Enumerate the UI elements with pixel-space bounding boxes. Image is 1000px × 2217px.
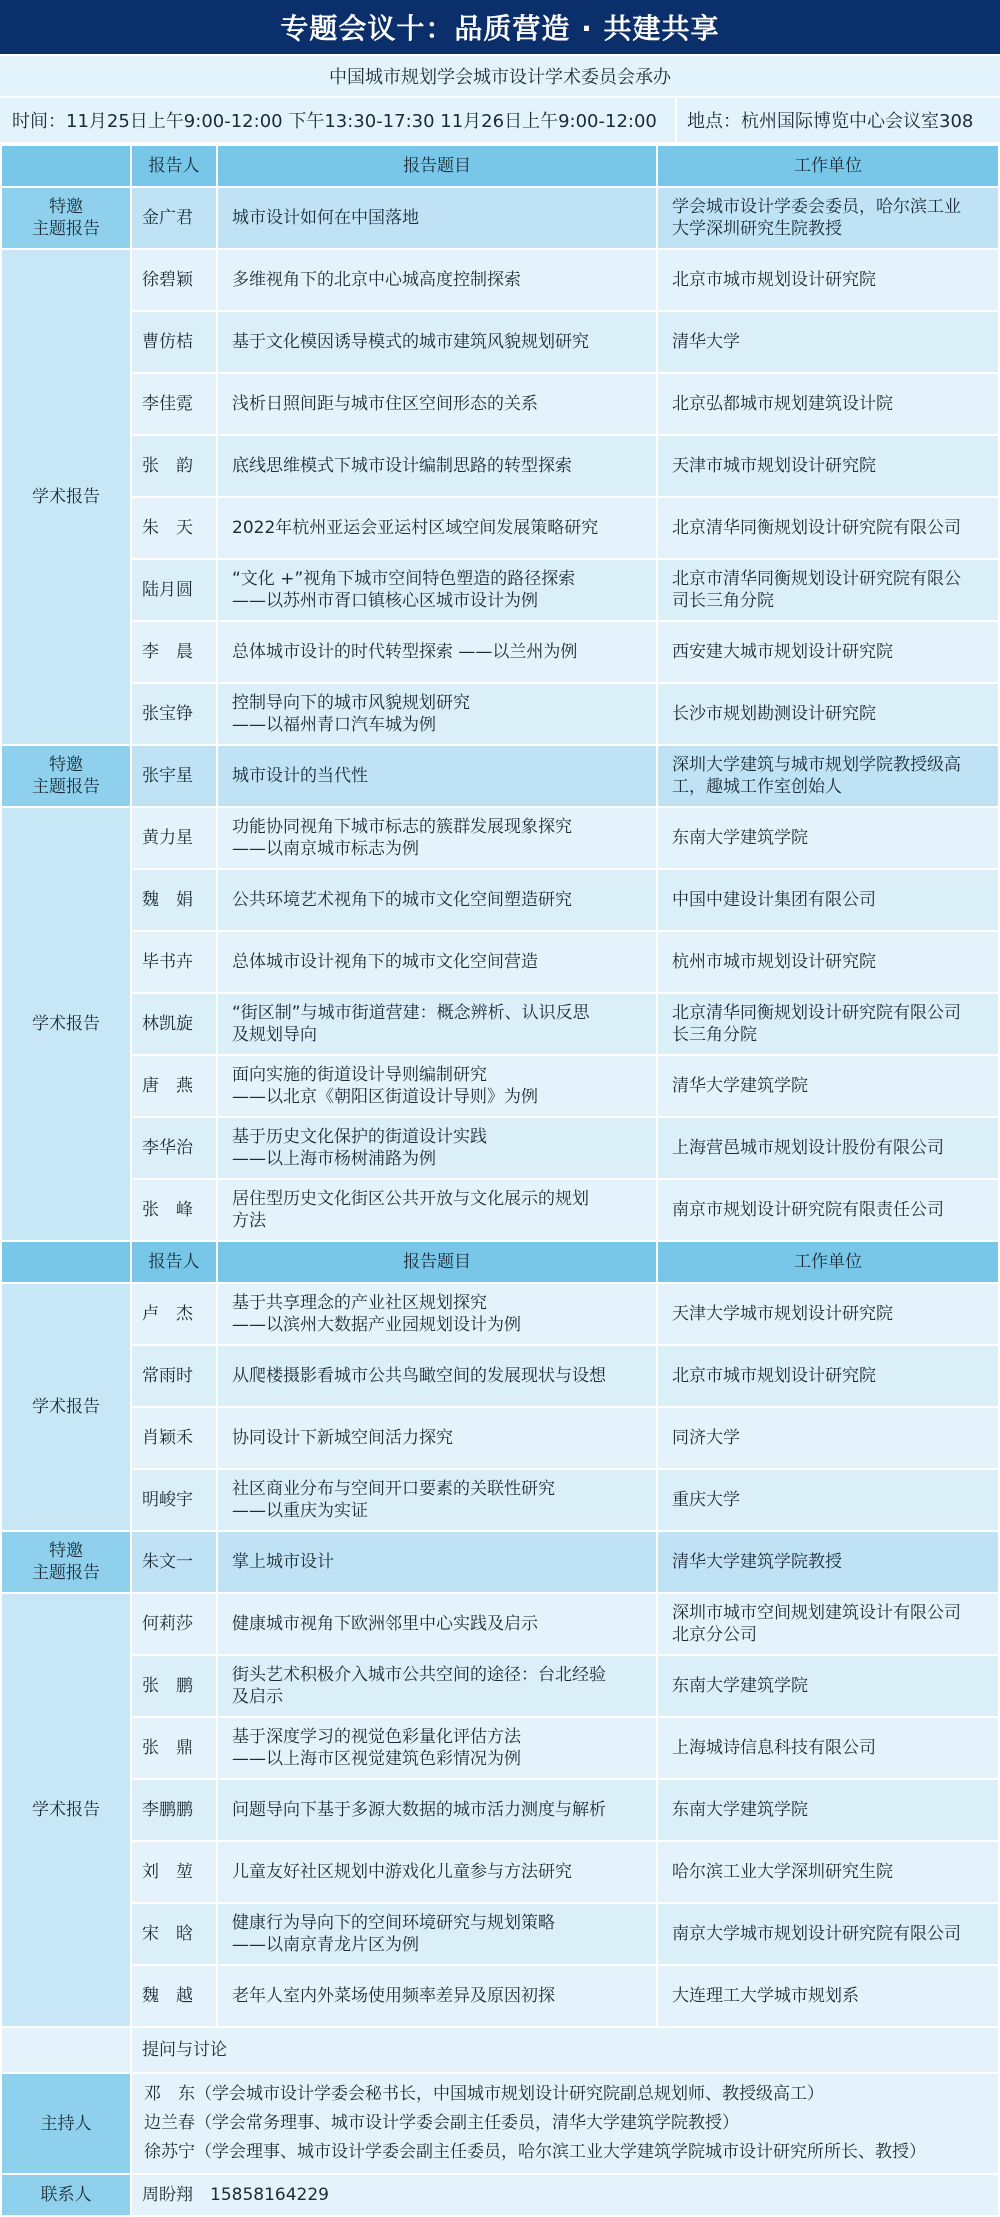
- talk-topic-line: 2022年杭州亚运会亚运村区域空间发展策略研究: [232, 518, 599, 538]
- table-row: [1, 1407, 999, 1469]
- talk-topic-line: 基于历史文化保护的街道设计实践: [232, 1127, 487, 1147]
- affiliation-line: 北京市城市规划设计研究院: [672, 270, 876, 290]
- talk-topic: [217, 1469, 657, 1531]
- affiliation: [657, 1531, 999, 1593]
- affiliation-line: 学会城市设计学委会委员，哈尔滨工业: [672, 197, 961, 217]
- affiliation: [657, 1179, 999, 1241]
- category-invited: [1, 745, 131, 807]
- speaker-name: 朱 天: [131, 497, 217, 559]
- affiliation-line: 东南大学建筑学院: [672, 828, 808, 848]
- talk-topic-line: 协同设计下新城空间活力探究: [232, 1428, 453, 1448]
- category-invited: [1, 1531, 131, 1593]
- category-invited: [1, 187, 131, 249]
- table-row: [1, 1283, 999, 1345]
- talk-topic: [217, 1903, 657, 1965]
- talk-topic: [217, 807, 657, 869]
- speaker-name: 何莉莎: [131, 1593, 217, 1655]
- talk-topic-line: ——以福州青口汽车城为例: [232, 715, 436, 735]
- affiliation: [657, 1965, 999, 2027]
- affiliation: [657, 1779, 999, 1841]
- table-row: [1, 1055, 999, 1117]
- affiliation: [657, 249, 999, 311]
- affiliation-line: 北京分公司: [672, 1625, 757, 1645]
- page-title: 专题会议十：品质营造 · 共建共享: [0, 0, 1000, 56]
- affiliation: [657, 1407, 999, 1469]
- talk-topic-line: ——以南京城市标志为例: [232, 839, 419, 859]
- speaker-name: 徐碧颖: [131, 249, 217, 311]
- affiliation-line: 北京市清华同衡规划设计研究院有限公: [672, 569, 961, 589]
- speaker-name: 李华治: [131, 1117, 217, 1179]
- affiliation: [657, 993, 999, 1055]
- talk-topic: [217, 1593, 657, 1655]
- talk-topic-line: 方法: [232, 1211, 266, 1231]
- affiliation-line: 南京大学城市规划设计研究院有限公司: [672, 1924, 961, 1944]
- speaker-name: 魏 娟: [131, 869, 217, 931]
- talk-topic-line: 基于文化模因诱导模式的城市建筑风貌规划研究: [232, 332, 589, 352]
- talk-topic: [217, 1407, 657, 1469]
- talk-topic-line: ——以重庆为实证: [232, 1501, 368, 1521]
- header-speaker: 报告人: [131, 1241, 217, 1283]
- speaker-name: 李 晨: [131, 621, 217, 683]
- talk-topic: [217, 1531, 657, 1593]
- affiliation: [657, 559, 999, 621]
- affiliation-line: 长沙市规划勘测设计研究院: [672, 704, 876, 724]
- affiliation-line: 深圳大学建筑与城市规划学院教授级高: [672, 755, 961, 775]
- table-row: [1, 311, 999, 373]
- header-unit: 工作单位: [657, 1241, 999, 1283]
- talk-topic-line: 浅析日照间距与城市住区空间形态的关系: [232, 394, 538, 414]
- talk-topic: [217, 249, 657, 311]
- table-row: [1, 249, 999, 311]
- affiliation-line: 同济大学: [672, 1428, 740, 1448]
- table-row: [1, 559, 999, 621]
- talk-topic-line: 问题导向下基于多源大数据的城市活力测度与解析: [232, 1800, 606, 1820]
- talk-topic-line: 老年人室内外菜场使用频率差异及原因初探: [232, 1986, 555, 2006]
- affiliation-line: 长三角分院: [672, 1025, 757, 1045]
- talk-topic: [217, 1055, 657, 1117]
- talk-topic: [217, 745, 657, 807]
- affiliation-line: 东南大学建筑学院: [672, 1676, 808, 1696]
- host-entry: 邓 东（学会城市设计学委会秘书长，中国城市规划设计研究院副总规划师、教授级高工）: [144, 2084, 824, 2104]
- table-row: [1, 1903, 999, 1965]
- affiliation: [657, 1841, 999, 1903]
- table-row: [1, 1655, 999, 1717]
- table-header-row: [1, 1241, 999, 1283]
- talk-topic-line: 及规划导向: [232, 1025, 317, 1045]
- talk-topic: [217, 1841, 657, 1903]
- talk-topic-line: 基于共享理念的产业社区规划探究: [232, 1293, 487, 1313]
- affiliation-line: 上海营邑城市规划设计股份有限公司: [672, 1138, 944, 1158]
- info-bar: [0, 98, 1000, 144]
- table-row: [1, 1841, 999, 1903]
- talk-topic: [217, 187, 657, 249]
- talk-topic-line: 基于深度学习的视觉色彩量化评估方法: [232, 1727, 521, 1747]
- speaker-name: 张 韵: [131, 435, 217, 497]
- affiliation: [657, 373, 999, 435]
- affiliation: [657, 745, 999, 807]
- talk-topic-line: 从爬楼摄影看城市公共鸟瞰空间的发展现状与设想: [232, 1366, 606, 1386]
- header-speaker: 报告人: [131, 145, 217, 187]
- affiliation: [657, 1345, 999, 1407]
- time-text: 时间：11月25日上午9:00-12:00 下午13:30-17:30 11月26日上午9:00-12:00: [0, 98, 677, 142]
- affiliation: [657, 869, 999, 931]
- talk-topic-line: ——以苏州市胥口镇核心区城市设计为例: [232, 591, 538, 611]
- talk-topic: [217, 993, 657, 1055]
- table-row: [1, 869, 999, 931]
- talk-topic: [217, 1965, 657, 2027]
- discussion-row: [1, 2027, 999, 2073]
- discussion-category: [1, 2027, 131, 2073]
- category-line: 特邀: [49, 1541, 83, 1561]
- speaker-name: 张宝铮: [131, 683, 217, 745]
- affiliation: [657, 497, 999, 559]
- header-topic: 报告题目: [217, 145, 657, 187]
- invited-talk-row: [1, 745, 999, 807]
- talk-topic: [217, 1779, 657, 1841]
- talk-topic-line: 街头艺术积极介入城市公共空间的途径：台北经验: [232, 1665, 606, 1685]
- affiliation: [657, 931, 999, 993]
- talk-topic-line: 总体城市设计视角下的城市文化空间营造: [232, 952, 538, 972]
- talk-topic-line: 健康行为导向下的空间环境研究与规划策略: [232, 1913, 555, 1933]
- affiliation-line: 清华大学建筑学院: [672, 1076, 808, 1096]
- category-line: 主题报告: [32, 777, 100, 797]
- category-academic: 学术报告: [1, 249, 131, 745]
- speaker-name: 陆月圆: [131, 559, 217, 621]
- table-row: [1, 435, 999, 497]
- category-line: 特邀: [49, 755, 83, 775]
- table-row: [1, 993, 999, 1055]
- affiliation-line: 北京市城市规划设计研究院: [672, 1366, 876, 1386]
- table-row: [1, 1469, 999, 1531]
- affiliation-line: 深圳市城市空间规划建筑设计有限公司: [672, 1603, 961, 1623]
- affiliation: [657, 1593, 999, 1655]
- talk-topic: [217, 931, 657, 993]
- speaker-name: 林凯旋: [131, 993, 217, 1055]
- table-row: [1, 1179, 999, 1241]
- hosts-row: [1, 2073, 999, 2174]
- talk-topic: [217, 1655, 657, 1717]
- affiliation-line: 北京清华同衡规划设计研究院有限公司: [672, 518, 961, 538]
- affiliation-line: 南京市规划设计研究院有限责任公司: [672, 1200, 944, 1220]
- host-entry: 边兰春（学会常务理事、城市设计学委会副主任委员，清华大学建筑学院教授）: [144, 2113, 739, 2133]
- talk-topic-line: “街区制”与城市街道营建：概念辨析、认识反思: [232, 1003, 590, 1023]
- table-row: [1, 683, 999, 745]
- speaker-name: 金广君: [131, 187, 217, 249]
- talk-topic-line: 儿童友好社区规划中游戏化儿童参与方法研究: [232, 1862, 572, 1882]
- table-row: [1, 1965, 999, 2027]
- speaker-name: 李佳霓: [131, 373, 217, 435]
- speaker-name: 朱文一: [131, 1531, 217, 1593]
- affiliation: [657, 435, 999, 497]
- organizer-text: 中国城市规划学会城市设计学术委员会承办: [0, 56, 1000, 98]
- talk-topic-line: 面向实施的街道设计导则编制研究: [232, 1065, 487, 1085]
- affiliation-line: 上海城诗信息科技有限公司: [672, 1738, 876, 1758]
- talk-topic: [217, 1345, 657, 1407]
- speaker-name: 曹仿桔: [131, 311, 217, 373]
- speaker-name: 卢 杰: [131, 1283, 217, 1345]
- affiliation-line: 大连理工大学城市规划系: [672, 1986, 859, 2006]
- talk-topic: [217, 311, 657, 373]
- talk-topic: [217, 1717, 657, 1779]
- talk-topic-line: 底线思维模式下城市设计编制思路的转型探索: [232, 456, 572, 476]
- talk-topic-line: ——以滨州大数据产业园规划设计为例: [232, 1315, 521, 1335]
- talk-topic: [217, 559, 657, 621]
- talk-topic-line: 城市设计如何在中国落地: [232, 208, 419, 228]
- talk-topic: [217, 373, 657, 435]
- affiliation: [657, 1117, 999, 1179]
- affiliation: [657, 311, 999, 373]
- affiliation: [657, 621, 999, 683]
- contact-label: 联系人: [1, 2174, 131, 2216]
- category-line: 主题报告: [32, 1563, 100, 1583]
- talk-topic-line: 及启示: [232, 1687, 283, 1707]
- affiliation-line: 西安建大城市规划设计研究院: [672, 642, 893, 662]
- table-row: [1, 1717, 999, 1779]
- talk-topic: [217, 1283, 657, 1345]
- talk-topic: [217, 1179, 657, 1241]
- talk-topic-line: 多维视角下的北京中心城高度控制探索: [232, 270, 521, 290]
- talk-topic: [217, 497, 657, 559]
- talk-topic-line: ——以上海市区视觉建筑色彩情况为例: [232, 1749, 521, 1769]
- speaker-name: 张 鼎: [131, 1717, 217, 1779]
- speaker-name: 张 鹏: [131, 1655, 217, 1717]
- talk-topic-line: 总体城市设计的时代转型探索 ——以兰州为例: [232, 642, 578, 662]
- affiliation-line: 清华大学: [672, 332, 740, 352]
- talk-topic-line: ——以北京《朝阳区街道设计导则》为例: [232, 1087, 538, 1107]
- affiliation: [657, 1283, 999, 1345]
- header-unit: 工作单位: [657, 145, 999, 187]
- category-line: 特邀: [49, 197, 83, 217]
- talk-topic-line: 社区商业分布与空间开口要素的关联性研究: [232, 1479, 555, 1499]
- talk-topic: [217, 1117, 657, 1179]
- talk-topic-line: “文化 +”视角下城市空间特色塑造的路径探索: [232, 569, 576, 589]
- affiliation-line: 司长三角分院: [672, 591, 774, 611]
- category-academic: 学术报告: [1, 1283, 131, 1531]
- table-row: [1, 1593, 999, 1655]
- table-row: [1, 373, 999, 435]
- table-row: [1, 497, 999, 559]
- hosts-label: 主持人: [1, 2073, 131, 2174]
- speaker-name: 肖颖禾: [131, 1407, 217, 1469]
- location-text: 地点：杭州国际博览中心会议室308: [687, 111, 974, 132]
- header-topic: 报告题目: [217, 1241, 657, 1283]
- affiliation-line: 工，趣城工作室创始人: [672, 777, 842, 797]
- affiliation: [657, 1469, 999, 1531]
- speaker-name: 常雨时: [131, 1345, 217, 1407]
- speaker-name: 魏 越: [131, 1965, 217, 2027]
- speaker-name: 张 峰: [131, 1179, 217, 1241]
- talk-topic-line: 公共环境艺术视角下的城市文化空间塑造研究: [232, 890, 572, 910]
- category-line: 主题报告: [32, 219, 100, 239]
- category-academic: 学术报告: [1, 807, 131, 1241]
- speaker-name: 明峻宇: [131, 1469, 217, 1531]
- talk-topic: [217, 683, 657, 745]
- table-row: [1, 621, 999, 683]
- affiliation-line: 北京清华同衡规划设计研究院有限公司: [672, 1003, 961, 1023]
- affiliation-line: 哈尔滨工业大学深圳研究生院: [672, 1862, 893, 1882]
- table-header-row: [1, 145, 999, 187]
- contact-row: [1, 2174, 999, 2216]
- invited-talk-row: [1, 1531, 999, 1593]
- agenda-table: [0, 144, 1000, 2217]
- hosts-list: [131, 2073, 999, 2174]
- affiliation-line: 中国中建设计集团有限公司: [672, 890, 876, 910]
- table-row: [1, 1117, 999, 1179]
- talk-topic-line: ——以上海市杨树浦路为例: [232, 1149, 436, 1169]
- affiliation-line: 天津市城市规划设计研究院: [672, 456, 876, 476]
- affiliation-line: 天津大学城市规划设计研究院: [672, 1304, 893, 1324]
- category-academic: 学术报告: [1, 1593, 131, 2027]
- talk-topic: [217, 869, 657, 931]
- header-blank: [1, 145, 131, 187]
- speaker-name: 宋 晗: [131, 1903, 217, 1965]
- table-row: [1, 931, 999, 993]
- affiliation-line: 清华大学建筑学院教授: [672, 1552, 842, 1572]
- table-row: [1, 1779, 999, 1841]
- table-row: [1, 1345, 999, 1407]
- affiliation: [657, 187, 999, 249]
- affiliation-line: 重庆大学: [672, 1490, 740, 1510]
- table-row: [1, 807, 999, 869]
- talk-topic-line: 功能协同视角下城市标志的簇群发展现象探究: [232, 817, 572, 837]
- discussion-text: 提问与讨论: [131, 2027, 999, 2073]
- talk-topic-line: 控制导向下的城市风貌规划研究: [232, 693, 470, 713]
- affiliation-line: 东南大学建筑学院: [672, 1800, 808, 1820]
- affiliation: [657, 683, 999, 745]
- host-entry: 徐苏宁（学会理事、城市设计学委会副主任委员，哈尔滨工业大学建筑学院城市设计研究所所长、教授）: [144, 2142, 926, 2162]
- talk-topic-line: 掌上城市设计: [232, 1552, 334, 1572]
- talk-topic-line: ——以南京青龙片区为例: [232, 1935, 419, 1955]
- talk-topic-line: 健康城市视角下欧洲邻里中心实践及启示: [232, 1614, 538, 1634]
- speaker-name: 刘 堃: [131, 1841, 217, 1903]
- invited-talk-row: [1, 187, 999, 249]
- affiliation: [657, 1717, 999, 1779]
- talk-topic: [217, 621, 657, 683]
- speaker-name: 李鹏鹏: [131, 1779, 217, 1841]
- speaker-name: 毕书卉: [131, 931, 217, 993]
- affiliation-line: 北京弘都城市规划建筑设计院: [672, 394, 893, 414]
- talk-topic-line: 城市设计的当代性: [232, 766, 368, 786]
- affiliation: [657, 1903, 999, 1965]
- affiliation: [657, 1655, 999, 1717]
- affiliation: [657, 1055, 999, 1117]
- talk-topic-line: 居住型历史文化街区公共开放与文化展示的规划: [232, 1189, 589, 1209]
- affiliation-line: 杭州市城市规划设计研究院: [672, 952, 876, 972]
- speaker-name: 黄力星: [131, 807, 217, 869]
- affiliation-line: 大学深圳研究生院教授: [672, 219, 842, 239]
- talk-topic: [217, 435, 657, 497]
- contact-value: 周盼翔 15858164229: [131, 2174, 999, 2216]
- header-blank: [1, 1241, 131, 1283]
- affiliation: [657, 807, 999, 869]
- speaker-name: 张宇星: [131, 745, 217, 807]
- speaker-name: 唐 燕: [131, 1055, 217, 1117]
